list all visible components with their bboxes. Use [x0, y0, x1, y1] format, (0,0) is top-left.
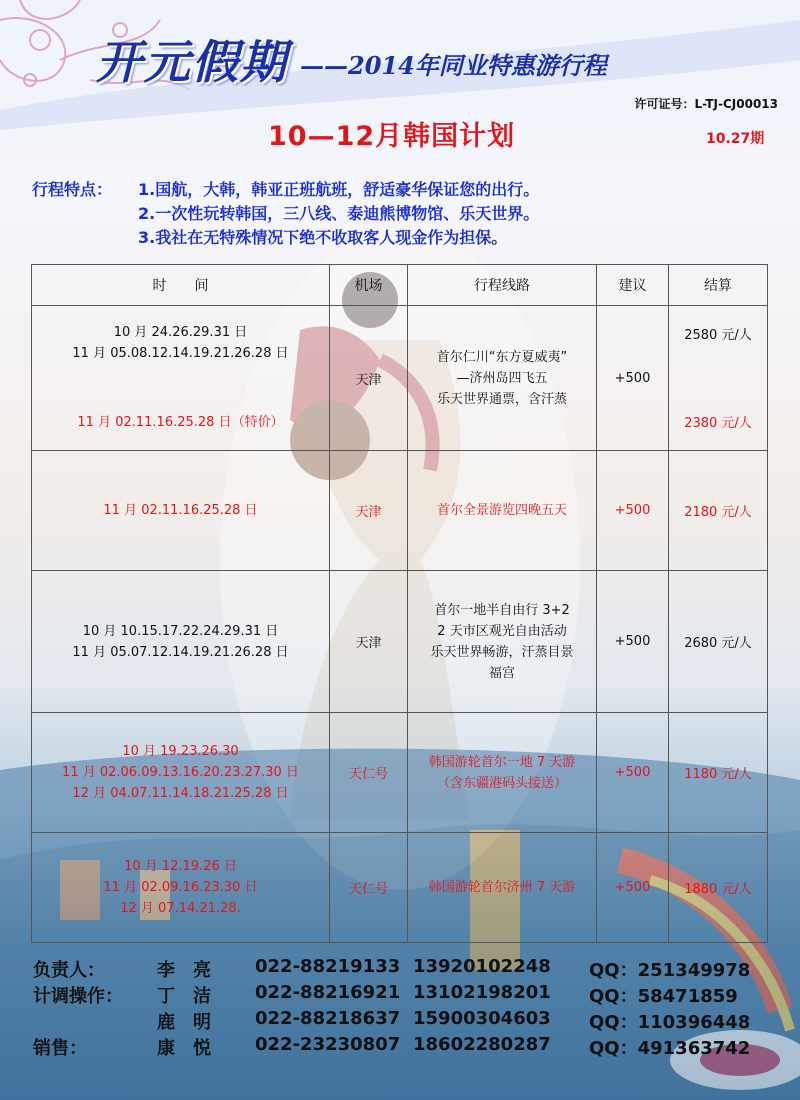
suggest-cell: +500 — [597, 833, 669, 943]
suggest-cell: +500 — [597, 571, 669, 713]
contact-role: 负责人： — [33, 960, 105, 981]
contact-name: 李 亮 — [157, 960, 211, 981]
contact-mobile: 18602280287 — [413, 1034, 551, 1055]
contact-tel: 022-88218637 — [255, 1008, 401, 1029]
col-header-route: 行程线路 — [408, 265, 597, 306]
table-row — [32, 451, 768, 571]
route-cell — [408, 571, 597, 713]
table-row — [32, 571, 768, 713]
price-cell: 1180 元/人 — [669, 713, 768, 833]
date-line: 11 月 02.11.16.25.28 日 — [103, 503, 258, 518]
price-cell: 1880 元/人 — [669, 833, 768, 943]
table-row — [32, 833, 768, 943]
route-line: —济州岛四飞五 — [456, 370, 548, 386]
contact-name: 康 悦 — [157, 1038, 211, 1059]
date-line: 12 月 04.07.11.14.18.21.25.28 日 — [72, 786, 289, 801]
feature-item: 3.我社在无特殊情况下绝不收取客人现金作为担保。 — [138, 228, 508, 247]
airport-cell: 天津 — [330, 306, 408, 451]
brand-subtitle: ——2014年同业特惠游行程 — [300, 51, 607, 80]
dates-cell — [32, 306, 330, 451]
feature-line — [32, 202, 539, 226]
contact-mobile: 13920102248 — [413, 956, 551, 977]
contact-qq: QQ：251349978 — [589, 960, 751, 981]
table-header-row — [32, 265, 768, 306]
airport-cell: 天仁号 — [330, 713, 408, 833]
contact-mobile: 13102198201 — [413, 982, 551, 1003]
date-line: 11 月 05.08.12.14.19.21.26.28 日 — [72, 346, 289, 361]
contact-role: 计调操作： — [33, 986, 123, 1007]
dates-cell — [32, 833, 330, 943]
contact-tel: 022-88216921 — [255, 982, 401, 1003]
price-cell: 2680 元/人 — [669, 571, 768, 713]
airport-cell: 天津 — [330, 451, 408, 571]
date-line: 10 月 24.26.29.31 日 — [113, 325, 248, 340]
col-header-time: 时 间 — [32, 265, 330, 306]
contact-name: 丁 洁 — [157, 986, 211, 1007]
route-line: 首尔仁川“东方夏威夷” — [436, 349, 568, 365]
feature-line — [32, 178, 539, 202]
route-line: 首尔一地半自由行 3+2 — [434, 602, 570, 618]
date-line: 11 月 02.06.09.13.16.20.23.27.30 日 — [62, 765, 299, 780]
contact-tel: 022-23230807 — [255, 1034, 401, 1055]
date-line: 10 月 19.23.26.30 — [122, 744, 239, 759]
issue-number: 10.27期 — [706, 131, 765, 147]
itinerary-table — [31, 264, 768, 943]
route-line: 福宫 — [488, 665, 515, 681]
date-line-special: 11 月 02.11.16.25.28 日（特价） — [77, 415, 284, 430]
date-line: 11 月 02.09.16.23.30 日 — [103, 880, 258, 895]
price-cell: 2180 元/人 — [669, 451, 768, 571]
price-regular: 2580 元/人 — [684, 328, 752, 343]
route-cell — [408, 833, 597, 943]
airport-cell: 天津 — [330, 571, 408, 713]
dates-cell — [32, 571, 330, 713]
date-line: 10 月 10.15.17.22.24.29.31 日 — [82, 623, 279, 639]
route-line: 乐天世界通票，含汗蒸 — [436, 391, 567, 407]
contact-mobile: 15900304603 — [413, 1008, 551, 1029]
route-cell — [408, 306, 597, 451]
features-label: 行程特点： — [32, 180, 113, 199]
dates-cell — [32, 451, 330, 571]
date-line: 12 月 07.14.21.28. — [120, 901, 241, 916]
route-cell — [408, 451, 597, 571]
feature-line — [32, 226, 539, 250]
plan-title: 10—12月韩国计划 — [268, 121, 516, 152]
col-header-price: 结算 — [669, 265, 768, 306]
contact-name: 鹿 明 — [157, 1012, 211, 1033]
price-special: 2380 元/人 — [684, 416, 752, 431]
contact-qq: QQ：58471859 — [589, 986, 738, 1007]
route-line: 2 天市区观光自由活动 — [437, 623, 567, 639]
contact-qq: QQ：491363742 — [589, 1038, 751, 1059]
contact-qq: QQ：110396448 — [589, 1012, 751, 1033]
route-line: 首尔全景游览四晚五天 — [436, 503, 567, 518]
brand-title: 开元假期 — [96, 35, 288, 89]
contact-role: 销售： — [33, 1038, 87, 1059]
dates-cell — [32, 713, 330, 833]
suggest-cell: +500 — [597, 713, 669, 833]
contact-tel: 022-88219133 — [255, 956, 401, 977]
table-row — [32, 713, 768, 833]
suggest-cell: +500 — [597, 451, 669, 571]
feature-item: 2.一次性玩转韩国，三八线、泰迪熊博物馆、乐天世界。 — [138, 204, 540, 223]
airport-cell: 天仁号 — [330, 833, 408, 943]
feature-item: 1.国航，大韩，韩亚正班航班，舒适豪华保证您的出行。 — [138, 180, 540, 199]
route-line: 韩国游轮首尔济州 7 天游 — [428, 880, 576, 895]
license-number: 许可证号：L-TJ-CJ00013 — [634, 97, 778, 111]
price-cell — [669, 306, 768, 451]
col-header-suggest: 建议 — [597, 265, 669, 306]
route-line: 韩国游轮首尔一地 7 天游 — [428, 754, 576, 770]
col-header-airport: 机场 — [330, 265, 408, 306]
date-line: 11 月 05.07.12.14.19.21.26.28 日 — [72, 644, 289, 660]
table-row — [32, 306, 768, 451]
route-line: （含东疆港码头接送） — [436, 775, 567, 791]
date-line: 10 月 12.19.26 日 — [124, 859, 237, 874]
features-block — [32, 178, 539, 250]
route-line: 乐天世界畅游，汗蒸目景 — [430, 644, 574, 660]
route-cell — [408, 713, 597, 833]
suggest-cell: +500 — [597, 306, 669, 451]
